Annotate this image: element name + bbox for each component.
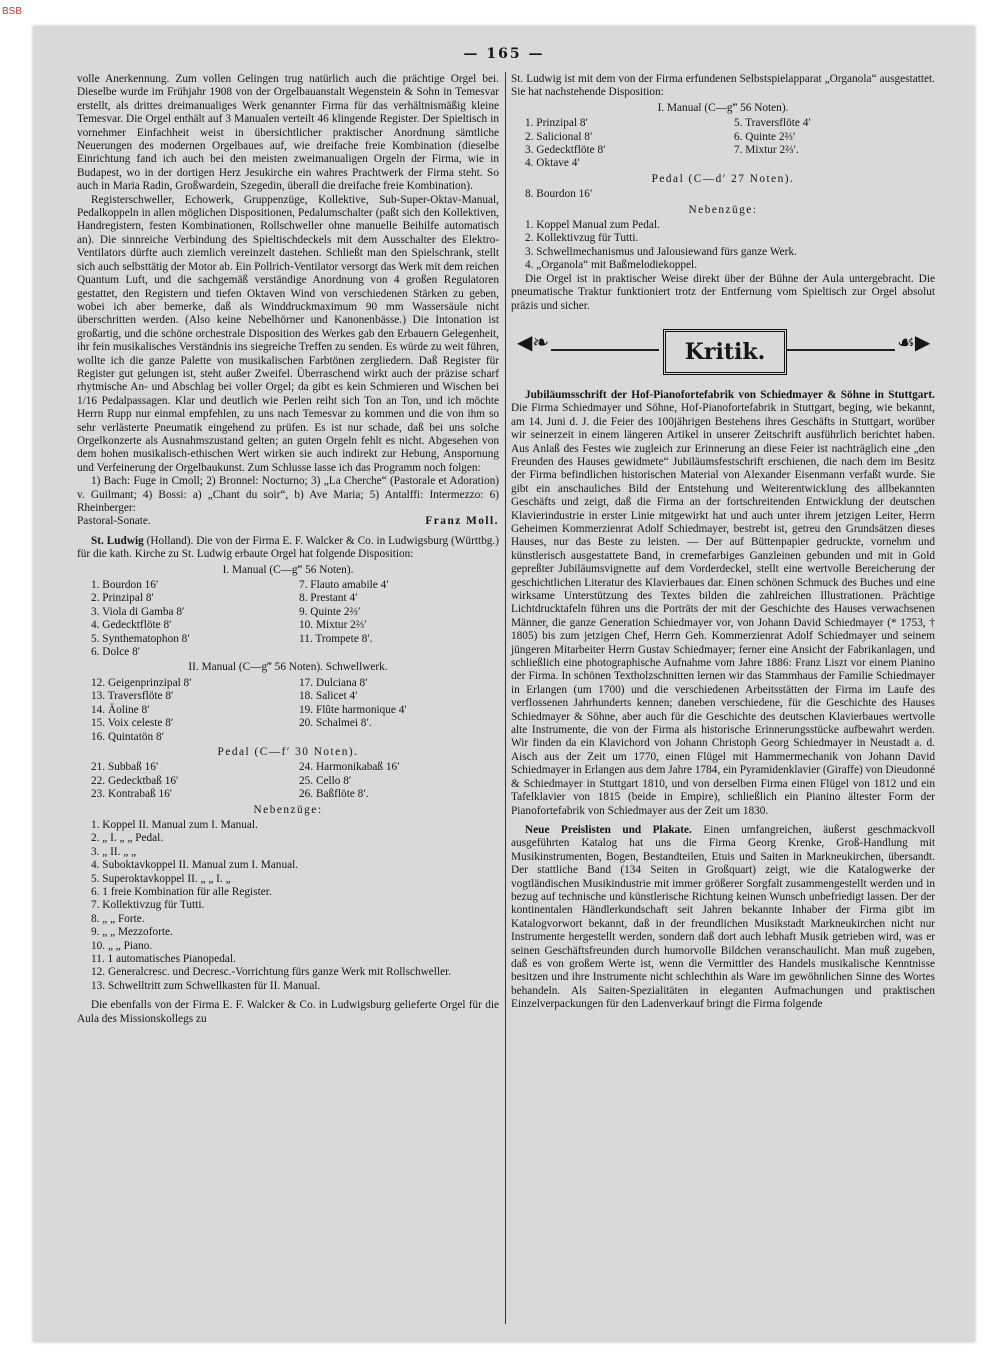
column-divider [505, 72, 506, 1324]
author-signature: Franz Moll. [425, 515, 499, 528]
stop-item: 23. Kontrabaß 16′ [91, 788, 173, 801]
stop-item: 1. Bourdon 16′ [91, 579, 159, 592]
stop-item: 16. Quintatön 8′ [91, 730, 165, 743]
stop-item: 2. Salicional 8′ [525, 130, 593, 143]
program-last-line [77, 515, 499, 528]
nebenzuege-list [511, 219, 935, 273]
scanned-page [33, 26, 975, 1342]
list-item: 3. „ II. „ „ [91, 845, 137, 858]
stop-item: 5. Traversflöte 4′ [734, 117, 811, 130]
stop-item: 19. Flûte harmonique 4′ [299, 703, 407, 716]
paragraph-programm [77, 475, 499, 515]
list-item: 1. Koppel Manual zum Pedal. [525, 219, 660, 232]
stop-item: 3. Viola di Gamba 8′ [91, 605, 185, 618]
list-item: 13. Schwelltritt zum Schwellkasten für II. Manual. [91, 979, 321, 992]
stop-item: 18. Salicet 4′ [299, 690, 358, 703]
library-mark: BSB [2, 6, 23, 17]
stop-item: 4. Gedecktflöte 8′ [91, 619, 172, 632]
manual-2-stops [77, 677, 499, 744]
stop-item: 7. Mixtur 2⅔′. [734, 144, 799, 157]
stop-item: 14. Äoline 8′ [91, 703, 150, 716]
left-column [77, 73, 499, 1026]
stop-item: 15. Voix celeste 8′ [91, 717, 174, 730]
stop-item: 21. Subbaß 16′ [91, 761, 159, 774]
st-ludwig-text: (Holland). Die von der Firma E. F. Walcker & Co. in Ludwigsburg (Württbg.) für die kath. Kirche zu St. Ludwig erbaute Orgel hat folgende Disposition: [77, 534, 499, 561]
list-item: 2. „ I. „ „ Pedal. [91, 832, 164, 845]
pedal-stop: 8. Bourdon 16′ [525, 188, 593, 201]
stop-item: 25. Cello 8′ [299, 774, 352, 787]
stop-item: 7. Flauto amabile 4′ [299, 579, 389, 592]
manual-heading: I. Manual (C—g‴ 56 Noten). [657, 101, 789, 114]
paragraph-spieltisch: Registerschweller, Echowerk, Gruppenzüge, Kollektive, Sub-Super-Oktav-Manual, Pedalkoppeln in allen möglichen Dispositionen, Pedalumschalter (paßt sich den Kollektiven, Handregistern, festen Kombinationen, Rollschweller ohne manuelle Beihilfe automatisch an). Die sinnreiche Verbindung des Spieltischdeckels mit dem Ausschalter des Elektro-Ventilators dürfte auch ziemlich vereinzelt dastehen. Schließt man den Spielschrank, stellt sich auch selbsttätig der Motor ab. Ein Pollrich-Ventilator versorgt das Werk mit dem reichen Quantum Luft, und die sachgemäß verständige Anordnung von 4 großen Regulatoren gestattet, den Registern und tiefen Oktaven Wind von verschiedenen Stärken zu geben, wobei ich aber bemerke, daß als Winddruckmaximum 90 mm Wassersäule nicht überschritten werden. (Also keine Nebelhörner und Kanonenbässe.) Die Intonation ist großartig, und die schöne orchestrale Disposition des Werkes gab den Erbauern Gelegenheit, ihr fein musikalisches Verständnis ins siegreiche Treffen zu senden. Es würde zu weit führen, wollte ich die ganze Palette von musikalischen Farbtönen zergliedern. Daß Register für Register gut gelungen ist, steht außer Zweifel. Überraschend wirkt auch der präzise scharf rhytmische An- und Abschlag bei voller Orgel; da gibt es kein Schmieren und Wischen bei 1/16 Pedalpassagen. Klar und deutlich wie Perlen reiht sich Ton an Ton, und ich möchte Herrn Rupp nur einmal empfehlen, zu uns nach Temesvar zu kommen und die von ihm so sehr verlästerte Pneumatik eingehend zu prüfen. Es ist nur schade, daß bei uns solche Orgelkonzerte als Ausnahmszustand gelten; an guten Orgeln fehlt es nicht. Abgesehen von dem hohen musikalisch-ethischen Wert wirken sie auch indirekt zur Hebung, Anspornung und Verfeinerung der Orgelbaukunst. Zum Schlusse lasse ich das Programm noch folgen: [77, 193, 499, 474]
list-item: 5. Superoktavkoppel II. „ „ I. „ [91, 872, 231, 885]
stop-item: 12. Geigenprinzipal 8′ [91, 676, 192, 689]
ornament-rule [551, 349, 659, 351]
preislisten-text: Einen umfangreichen, äußerst geschmackvoll ausgeführten Katalog hat uns die Firma Georg Krenke, Groß-Handlung mit Musikinstrumenten, Bogen, Bestandteilen, Etuis und Saiten in Markneukirchen, übersandt. Der stattliche Band (134 Seiten in Großquart) zeigt, wie die Katalogwerke der vogtländischen Musikindustrie mit immer größerer Sorgfalt zusammengestellt werden und in bezug auf technische und künstlerische Richtung keinen Wunsch unbefriedigt lassen. Der der kontinentalen Händlerkundschaft seit Jahren bekannte Inhaber der Firma gibt im Katalogvorwort bekannt, daß in der freundlichen Musikstadt Markneukirchen nicht nur Instrumente hergestellt werden, sondern daß dort auch lebhaft Musik getrieben wird, was er seinen Geschäftsfreunden durch humorvolle Bildchen veranschaulicht. Man muß zugeben, daß es von großem Werte ist, wenn die Vermittler des Handels musikalische Kenntnisse besitzen und ihre Instrumente nicht schlechthin als Ware im gewöhnlichen Sinne des Wortes behandeln. Als Saiten-Spezialitäten in eleganten Aufmachungen und praktischen Einzelverpackungen für den Ladenverkauf bringt die Firma folgende [511, 823, 935, 1011]
stop-item: 22. Gedecktbaß 16′ [91, 774, 179, 787]
stop-item [734, 157, 935, 170]
paragraph-organola: St. Ludwig ist mit dem von der Firma erfundenen Selbstspielapparat „Organola“ ausgestattet. Sie hat nachstehende Disposition: [511, 73, 935, 99]
paragraph-aula: Die Orgel ist in praktischer Weise direkt über der Bühne der Aula untergebracht. Die pneumatische Traktur funktioniert trotz der Entfernung vom Spieltisch zur Orgel absolut präzis und sicher. [511, 272, 935, 312]
ornament-rule [787, 349, 895, 351]
jubilaeum-lead: Jubiläumsschrift der Hof-Pianofortefabrik von Schiedmayer & Söhne in Stuttgart. [525, 388, 935, 401]
stop-item: 4. Oktave 4′ [525, 157, 580, 170]
preislisten-lead: Neue Preislisten und Plakate. [525, 823, 692, 836]
list-item: 10. „ „ Piano. [91, 939, 153, 952]
paragraph-missionskolleg: Die ebenfalls von der Firma E. F. Walcker & Co. in Ludwigsburg gelieferte Orgel für die Aula des Missionskollegs zu [77, 999, 499, 1025]
stop-item: 10. Mixtur 2⅔′ [299, 619, 367, 632]
stop-item: 26. Baßflöte 8′. [299, 788, 369, 801]
list-item: 9. „ „ Mezzoforte. [91, 926, 173, 939]
jubilaeum-text: Die Firma Schiedmayer und Söhne, Hof-Pianofortefabrik in Stuttgart, beging, wie bekannt, am 14. Juni d. J. die Feier des 100jährigen Bestehens ihres Geschäfts in Stuttgart, worüber wir seinerzeit in einem längeren Artikel in unserer Zeitschrift ausführlich berichtet haben. Aus Anlaß des Festes wie zugleich zur Erinnerung an diese Feier ist nachträglich eine „den Freunden des Hauses gewidmete“ Jubiläumsfestschrift erschienen, die nach dem im Besitz der Firma befindlichen historischen Material von Alexander Eisenmann verfaßt wurde. Sie gibt ein anschauliches Bild der Entstehung und Weiterentwicklung des allbekannten Geschäfts und zeigt, daß die Firma an der fortschreitenden Entwicklung der deutschen Klavierindustrie in erster Linie mitgewirkt hat und auch unter ihrem jetzigen Leiter, Herrn Geheimen Kommerzienrat Adolf Schiedmayer, bestrebt ist, getreu den Grundsätzen dieses Hauses, nur das Beste zu leisten. — Der auf Büttenpapier gedruckte, vornehm und künstlerisch ausgestattete Band, in cremefarbiges Ganzleinen gebunden und mit in Gold gepreßter Jubiläumsvignette auf dem Vorderdeckel, stellt eine wertvolle Bereicherung der geschichtlichen Literatur des Klavierbaues dar. Einen schönen Schmuck des Buches und eine wirksame Unterstützung des Textes bilden die zahlreichen Illustrationen. Prächtige Lichtdrucktafeln führen uns die Porträts der mit der Geschichte des Hauses verwachsenen Männer, die ganze Generation Schiedmayer vor, von Johann David Schiedmayer (* 1753, † 1805) bis zum jetzigen Chef, Herrn Geh. Kommerzienrat Adolf Schiedmayer und seinem jüngeren Mitarbeiter Herrn Gustav Schiedmayer; ferner eine Ansicht der Fabrikanlagen, und schließlich eine photographische Aufnahme vom Jahre 1886: Franz Liszt vor einem Pianino der Firma. In schönen Textholzschnitten lernen wir das Stammhaus der Familie Schiedmayer in Erlangen (um 1700) und die verschiedenen Arbeitsstätten der Firma im Laufe des verflossenen Jahrhunderts kennen; daneben verschiedene, für die Geschichte des Hauses Schiedmayer & Söhne, aber auch für die Geschichte des deutschen Klavierbaues wertvolle alte Instrumente, die von der Firma als historische Erinnerungsstücke aufbewahrt werden. Wir finden da ein Klavichord von Johann Christoph Georg Schiedmayer in Neustadt a. d. Aisch aus der Zeit um 1770, einen Flügel mit Hammermechanik von Johann David Schiedmayer in Erlangen aus dem Jahre 1784, ein Pyramidenklavier (Giraffe) von Dieudonné & Schiedmayer in Stuttgart 1810, und von derselben Firma einen Flügel von 1812 und ein Tafelklavier von 1815 (beide in Empire), schließlich ein Pianino ältester Form der Pianofortefabrik von Schiedmayer aus der Zeit um 1830. [511, 402, 935, 817]
paragraph-orgel-temesvar: volle Anerkennung. Zum vollen Gelingen trug natürlich auch die prächtige Orgel bei. Dieselbe wurde im Frühjahr 1908 von der Orgelbauanstalt Wegenstein & Sohn in Temesvar erstellt, als drittes dreimanualiges Werk genannter Firma für das verhältnismäßig kleine Temesvar. Die Orgel enthält auf 3 Manualen verteilt 46 klingende Register. Der Spieltisch in vornehmer Einfachheit weist in übersichtlicher praktischer Anordnung sämtliche Neuerungen des modernen Orgelbaues auf, wie dreifache freie Kombination (dieselbe Einrichtung fand ich auch bei den meisten zweimanualigen Orgeln der Firma, wie in Budapest, wo in der dortigen Herz Jesukirche ein wahres Prachtwerk der Firma steht. So auch in Maria Radin, Großwardein, Szegedin, überall die dreifache freie Kombination). [77, 73, 499, 193]
left-ornament-icon: ◀❧ [517, 331, 550, 354]
page-number: — 165 — [463, 46, 545, 62]
kritik-heading: Kritik. [663, 329, 787, 375]
list-item: 6. 1 freie Kombination für alle Register. [91, 885, 272, 898]
list-item: 7. Kollektivzug für Tutti. [91, 899, 205, 912]
list-item: 12. Generalcresc. und Decresc.-Vorrichtung fürs ganze Werk mit Rollschweller. [91, 966, 452, 979]
list-item: 2. Kollektivzug für Tutti. [525, 232, 639, 245]
list-item: 4. „Organola“ mit Baßmelodiekoppel. [525, 259, 698, 272]
pedal-heading: Pedal (C—f′ 30 Noten). [217, 745, 359, 758]
paragraph-jubilaeumsschrift [511, 389, 935, 818]
stop-item: 11. Trompete 8′. [299, 632, 373, 645]
list-item: 11. 1 automatisches Pianopedal. [91, 953, 236, 965]
nebenzuege-list [77, 819, 499, 993]
manual-1-stops [77, 579, 499, 659]
list-item: 8. „ „ Forte. [91, 912, 145, 925]
manual-1-heading: I. Manual (C—g‴ 56 Noten). [222, 563, 354, 576]
stop-item: 8. Prestant 4′ [299, 592, 358, 605]
stop-item: 17. Dulciana 8′ [299, 676, 368, 689]
right-ornament-icon: ☙▶ [897, 331, 931, 354]
paragraph-st-ludwig [77, 535, 499, 562]
nebenzuege-heading: Nebenzüge: [688, 203, 758, 216]
programm-last: Pastoral-Sonate. [77, 515, 151, 528]
stop-item: 6. Dolce 8′ [91, 646, 141, 659]
stop-item [299, 731, 499, 744]
stop-item: 2. Prinzipal 8′ [91, 592, 155, 605]
list-item: 4. Suboktavkoppel II. Manual zum I. Manual. [91, 859, 299, 872]
manual-2-heading: II. Manual (C—g‴ 56 Noten). Schwellwerk. [188, 661, 388, 674]
st-ludwig-lead: St. Ludwig [91, 534, 144, 547]
programm-text: 1) Bach: Fuge in Cmoll; 2) Bronnel: Nocturno; 3) „La Cherche“ (Pastorale et Adoration) v. Guilmant; 4) Bossi: a) „Chant du soir“, b) Ave Maria; 5) Antalffi: Intermezzo: 6) Rheinberger: [77, 475, 499, 514]
stop-item: 3. Gedecktflöte 8′ [525, 144, 606, 157]
stop-item [299, 646, 499, 659]
stop-item: 24. Harmonikabaß 16′ [299, 761, 400, 774]
list-item: 1. Koppel II. Manual zum I. Manual. [91, 818, 258, 831]
nebenzuege-heading: Nebenzüge: [253, 803, 323, 816]
kritik-section-header [511, 323, 935, 381]
paragraph-preislisten [511, 824, 935, 1012]
right-column [511, 73, 935, 1012]
list-item: 3. Schwellmechanismus und Jalousiewand fürs ganze Werk. [525, 245, 797, 258]
pedal-stops [77, 761, 499, 801]
pedal-heading: Pedal (C—d′ 27 Noten). [651, 172, 795, 185]
stop-item: 9. Quinte 2⅔′ [299, 605, 361, 618]
stop-item: 20. Schalmei 8′. [299, 717, 372, 730]
stop-item: 5. Synthematophon 8′ [91, 632, 190, 645]
stop-item: 6. Quinte 2⅔′ [734, 130, 796, 143]
stop-item: 1. Prinzipal 8′ [525, 117, 589, 130]
manual-stops [511, 117, 935, 171]
stop-item: 13. Traversflöte 8′ [91, 690, 174, 703]
